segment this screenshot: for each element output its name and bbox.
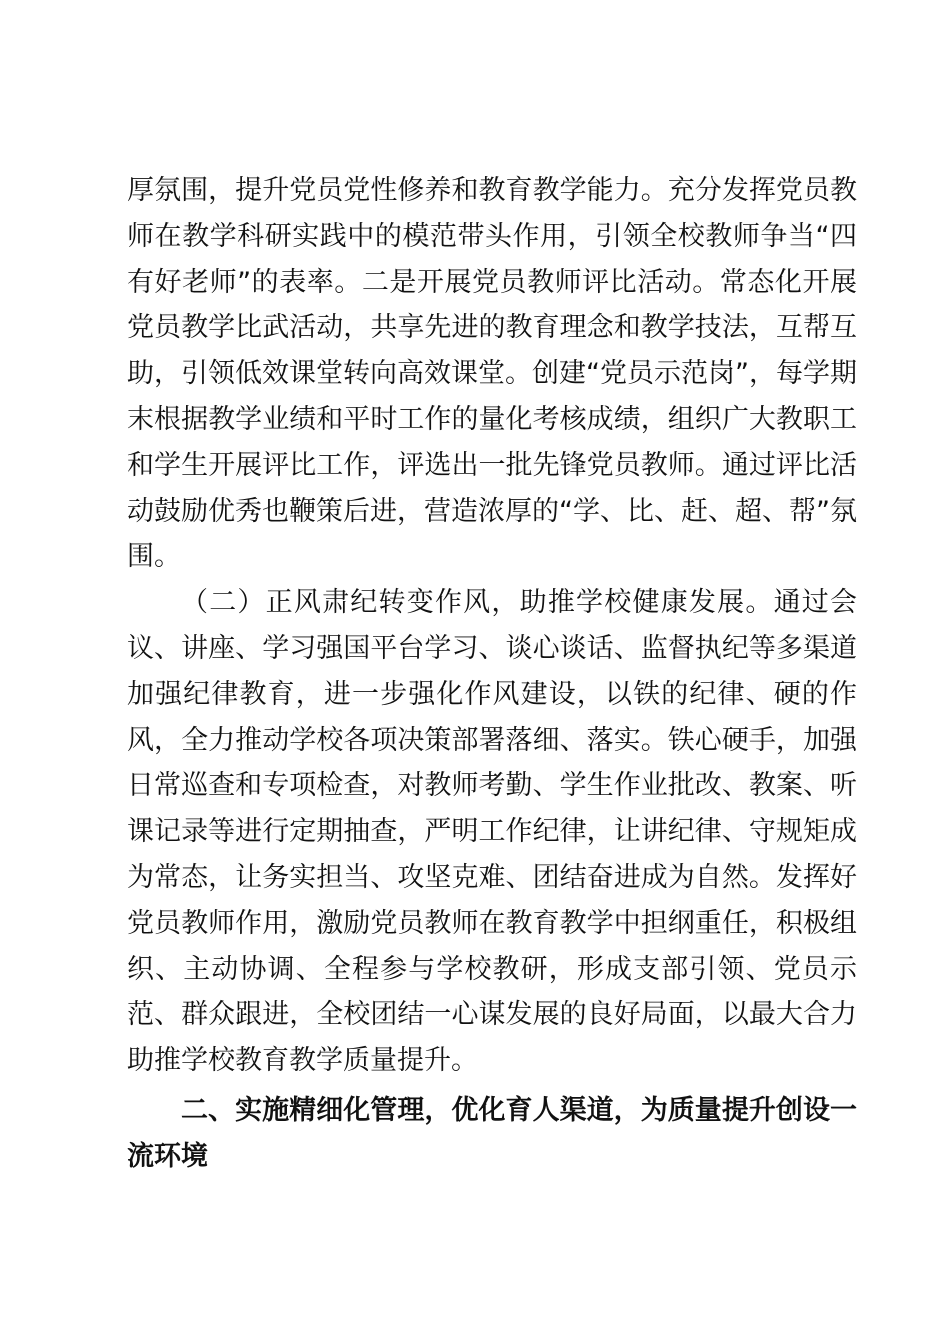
body-paragraph-continued: 厚氛围，提升党员党性修养和教育教学能力。充分发挥党员教师在教学科研实践中的模范带头作用，引领全校教师争当“四有好老师”的表率。二是开展党员教师评比活动。常态化开展党员教学比武活动，共享先进的教育理念和教学技法，互帮互助，引领低效课堂转向高效课堂。创建“党员示范岗”，每学期末根据教学业绩和平时工作的量化考核成绩，组织广大教职工和学生开展评比工作，评选出一批先锋党员教师。通过评比活动鼓励优秀也鞭策后进，营造浓厚的“学、比、赶、超、帮”氛围。 (127, 175, 857, 573)
document-page (127, 168, 857, 1180)
section-heading: 二、实施精细化管理，优化育人渠道，为质量提升创设一流环境 (127, 1094, 857, 1172)
body-paragraph-section-2: （二）正风肃纪转变作风，助推学校健康发展。通过会议、讲座、学习强国平台学习、谈心谈话、监督执纪等多渠道加强纪律教育，进一步强化作风建设，以铁的纪律、硬的作风，全力推动学校各项决策部署落细、落实。铁心硬手，加强日常巡查和专项检查，对教师考勤、学生作业批改、教案、听课记录等进行定期抽查，严明工作纪律，让讲纪律、守规矩成为常态，让务实担当、攻坚克难、团结奋进成为自然。发挥好党员教师作用，激励党员教师在教育教学中担纲重任，积极组织、主动协调、全程参与学校教研，形成支部引领、党员示范、群众跟进，全校团结一心谋发展的良好局面，以最大合力助推学校教育教学质量提升。 (127, 587, 857, 1077)
